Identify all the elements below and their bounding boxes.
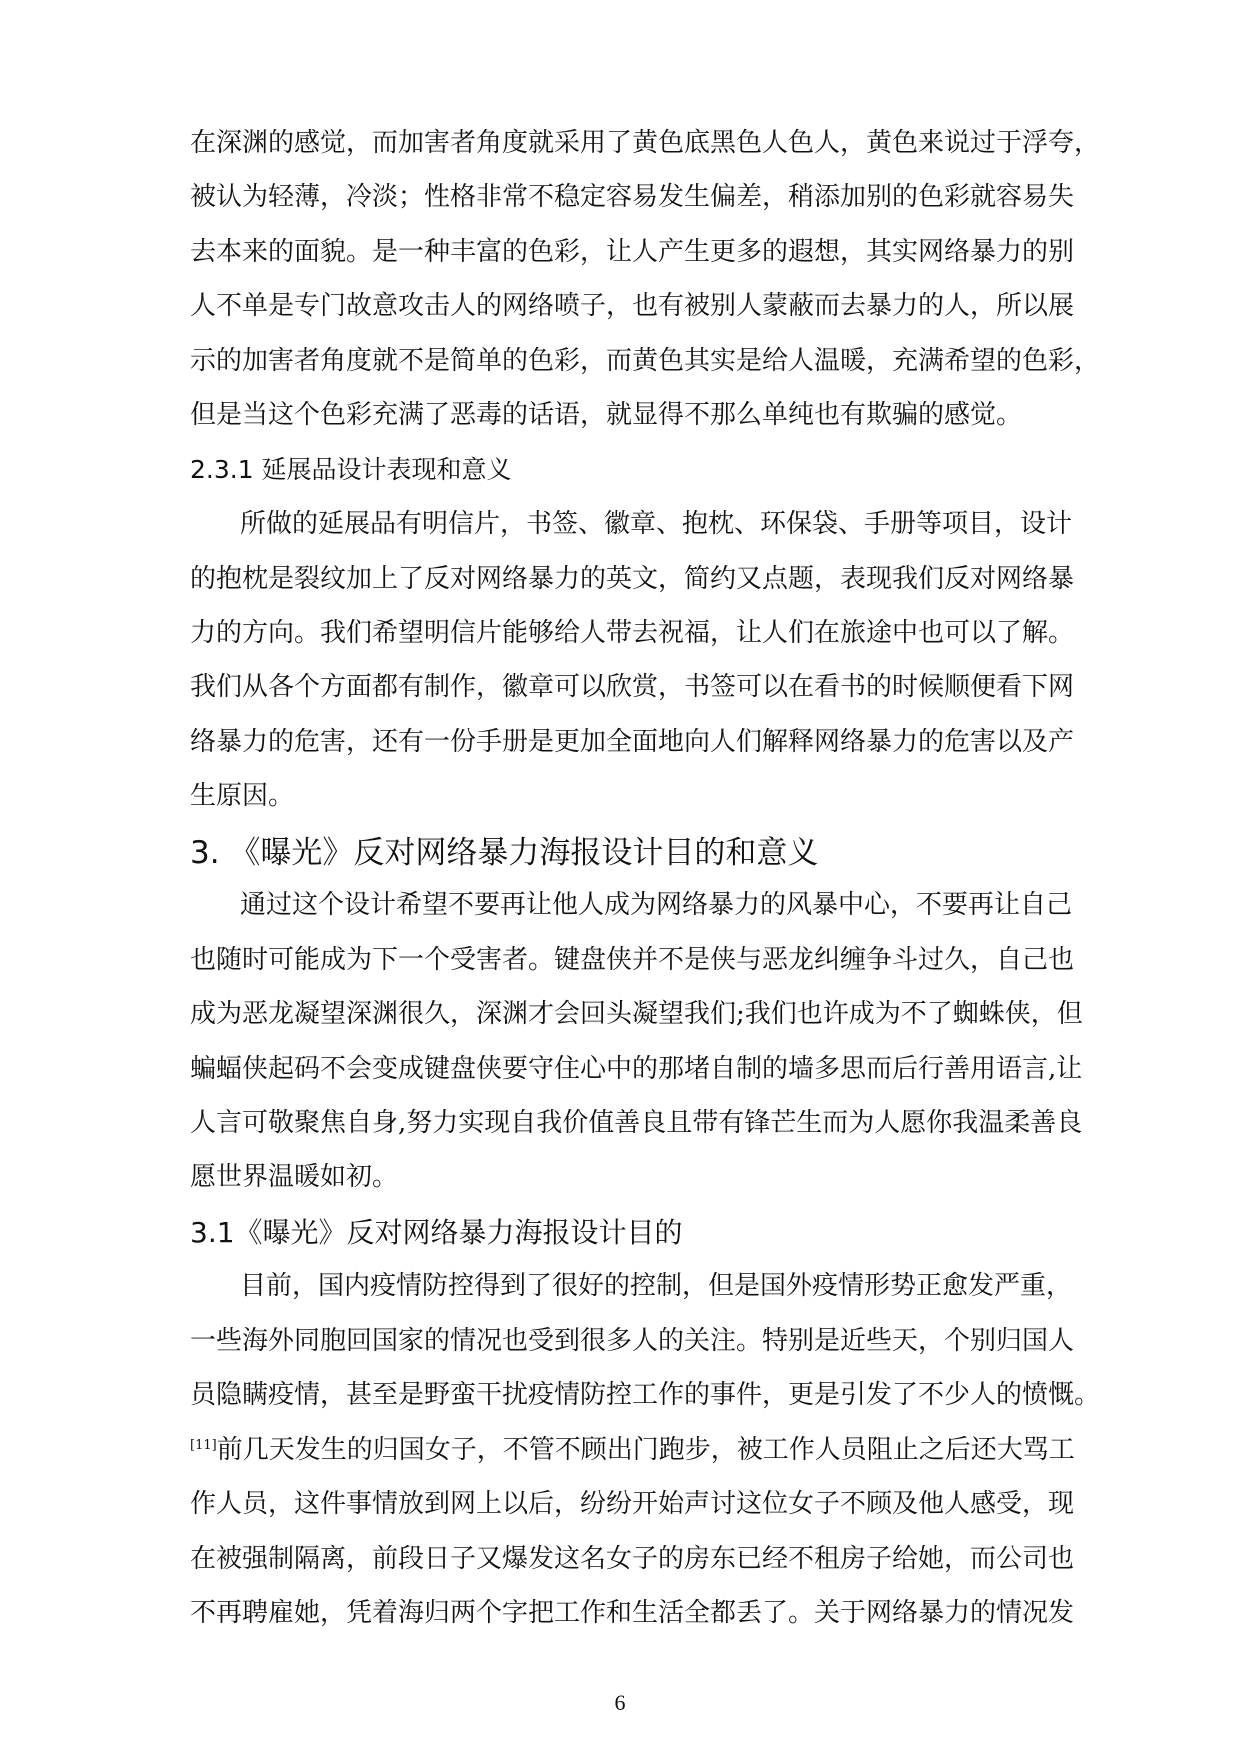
- body-text-line: [190, 1437, 1075, 1463]
- body-text-line: 力的方向。我们希望明信片能够给人带去祝福，让人们在旅途中也可以了解。: [190, 618, 1075, 648]
- section-heading: 3.1《曝光》反对网络暴力海报设计目的: [190, 1216, 683, 1249]
- body-text-line: 我们从各个方面都有制作，徽章可以欣赏，书签可以在看书的时候顺便看下网: [190, 672, 1075, 702]
- body-text-line: 在被强制隔离，前段日子又爆发这名女子的房东已经不租房子给她，而公司也: [190, 1544, 1075, 1574]
- body-text-line: 作人员，这件事情放到网上以后，纷纷开始声讨这位女子不顾及他人感受，现: [190, 1489, 1075, 1519]
- body-text-line: 愿世界温暖如初。: [190, 1162, 399, 1192]
- body-text-span: 前几天发生的归国女子，不管不顾出门跑步，被工作人员阻止之后还大骂工: [216, 1435, 1075, 1465]
- body-text-line: 也随时可能成为下一个受害者。键盘侠并不是侠与恶龙纠缠争斗过久，自己也: [190, 945, 1075, 975]
- body-text-line: 目前，国内疫情防控得到了很好的控制，但是国外疫情形势正愈发严重，: [240, 1271, 1073, 1301]
- body-text-line: 络暴力的危害，还有一份手册是更加全面地向人们解释网络暴力的危害以及产: [190, 727, 1075, 757]
- body-text-line: 所做的延展品有明信片，书签、徽章、抱枕、环保袋、手册等项目，设计: [240, 509, 1073, 539]
- body-text-line: 蝙蝠侠起码不会变成键盘侠要守住心中的那堵自制的墙多思而后行善用语言,让: [190, 1054, 1083, 1084]
- page-number: 6: [614, 1690, 626, 1715]
- body-text-line: 一些海外同胞回国家的情况也受到很多人的关注。特别是近些天，个别归国人: [190, 1326, 1075, 1356]
- body-text-line: 人言可敬聚焦自身,努力实现自我价值善良且带有锋芒生而为人愿你我温柔善良: [190, 1108, 1083, 1138]
- body-text-line: 去本来的面貌。是一种丰富的色彩，让人产生更多的遐想，其实网络暴力的别: [190, 237, 1075, 267]
- body-text-line: 但是当这个色彩充满了恶毒的话语，就显得不那么单纯也有欺骗的感觉。: [190, 400, 1023, 430]
- body-text-line: 通过这个设计希望不要再让他人成为网络暴力的风暴中心，不要再让自己: [240, 890, 1073, 920]
- citation-marker: [11]: [190, 1438, 217, 1453]
- body-text-line: 人不单是专门故意攻击人的网络喷子，也有被别人蒙蔽而去暴力的人，所以展: [190, 291, 1075, 321]
- body-text-line: 的抱枕是裂纹加上了反对网络暴力的英文，简约又点题，表现我们反对网络暴: [190, 564, 1075, 594]
- body-text-line: 在深渊的感觉，而加害者角度就采用了黄色底黑色人色人，黄色来说过于浮夸，: [190, 128, 1101, 158]
- body-text-line: 成为恶龙凝望深渊很久，深渊才会回头凝望我们;我们也许成为不了蜘蛛侠，但: [190, 999, 1083, 1029]
- section-heading: 3. 《曝光》反对网络暴力海报设计目的和意义: [190, 835, 819, 871]
- body-text-line: 生原因。: [190, 781, 295, 811]
- body-text-line: 员隐瞒疫情，甚至是野蛮干扰疫情防控工作的事件，更是引发了不少人的愤慨。: [190, 1380, 1101, 1410]
- body-text-line: 示的加害者角度就不是简单的色彩，而黄色其实是给人温暖，充满希望的色彩，: [190, 346, 1101, 376]
- subsection-heading: 2.3.1 延展品设计表现和意义: [190, 455, 512, 484]
- body-text-line: 被认为轻薄，冷淡；性格非常不稳定容易发生偏差，稍添加别的色彩就容易失: [190, 182, 1075, 212]
- body-text-line: 不再聘雇她，凭着海归两个字把工作和生活全都丢了。关于网络暴力的情况发: [190, 1598, 1075, 1628]
